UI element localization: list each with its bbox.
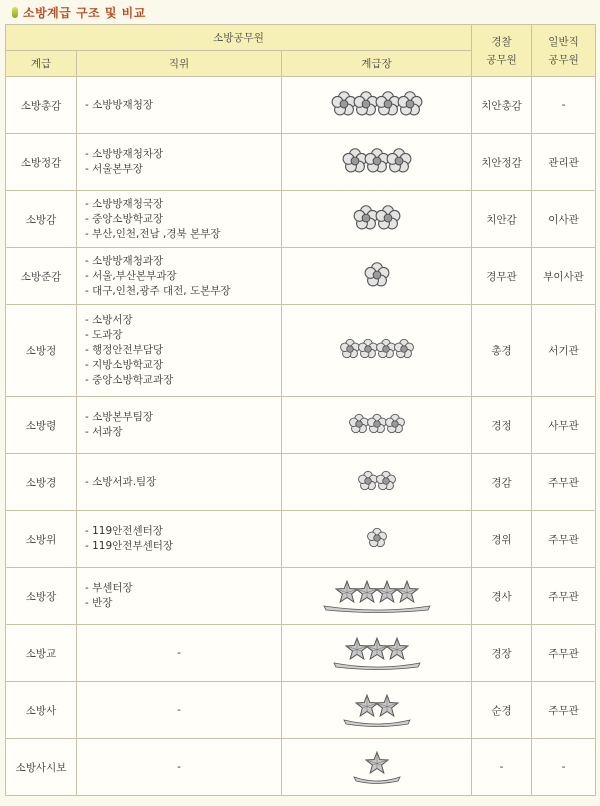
duty-cell [77, 77, 282, 134]
insignia-flower-1 [368, 527, 386, 552]
civil-rank-cell: 사무관 [532, 397, 596, 454]
header-fire-officials: 소방공무원 [6, 25, 472, 51]
duty-cell [77, 682, 282, 739]
header-rank: 계급 [6, 51, 77, 77]
flower-icon [397, 91, 423, 117]
duty-line: - 반장 [85, 597, 113, 609]
bullet-icon [12, 7, 18, 18]
insignia-cell [282, 191, 472, 248]
insignia-cell [282, 625, 472, 682]
police-rank-cell: 경감 [472, 454, 532, 511]
rank-cell: 소방감 [6, 191, 77, 248]
star-icon [375, 694, 399, 718]
duty-cell [77, 511, 282, 568]
police-rank-cell: 경장 [472, 625, 532, 682]
star-icon [365, 751, 389, 775]
insignia-blossom-1 [366, 262, 388, 291]
duty-line: - 서과장 [85, 426, 123, 438]
insignia-blossom-4 [333, 91, 421, 120]
insignia-cell [282, 454, 472, 511]
civil-rank-cell: 서기관 [532, 305, 596, 397]
duty-line: - 행정안전부담당 [85, 344, 164, 356]
rank-cell: 소방교 [6, 625, 77, 682]
table-row [6, 568, 596, 625]
rank-cell: 소방위 [6, 511, 77, 568]
header-duty: 직위 [77, 51, 282, 77]
insignia-star-4 [322, 580, 432, 613]
duty-cell [77, 248, 282, 305]
flower-icon [393, 338, 415, 360]
header-civil: 일반직 공무원 [532, 25, 596, 77]
table-row [6, 682, 596, 739]
duty-cell [77, 568, 282, 625]
duty-line: - 소방방재청국장 [85, 197, 164, 210]
insignia-blossom-2 [355, 205, 399, 234]
duty-line: - 부센터장 [85, 582, 133, 594]
duty-line: - [177, 704, 181, 716]
insignia-cell [282, 134, 472, 191]
table-row [6, 397, 596, 454]
flower-icon [386, 148, 412, 174]
table-row [6, 454, 596, 511]
table-row [6, 134, 596, 191]
duty-line: - 소방방재청차장 [85, 148, 164, 160]
rank-cell: 소방경 [6, 454, 77, 511]
police-rank-cell: - [472, 739, 532, 796]
police-rank-cell: 치안감 [472, 191, 532, 248]
insignia-flower-3 [350, 413, 404, 438]
star-icon [395, 580, 419, 604]
duty-cell [77, 397, 282, 454]
duty-line: - 도과장 [85, 329, 123, 341]
insignia-blossom-3 [344, 148, 410, 177]
laurel-ribbon-icon [352, 774, 402, 784]
duty-line: - 소방서과.팀장 [85, 475, 157, 488]
duty-line: - 서울본부장 [85, 163, 143, 175]
duty-cell [77, 454, 282, 511]
duty-line: - 부산,인천,전남 ,경북 본부장 [85, 227, 221, 240]
table-row [6, 625, 596, 682]
insignia-star-1 [352, 751, 402, 784]
civil-rank-cell: 주무관 [532, 682, 596, 739]
civil-rank-cell: 주무관 [532, 454, 596, 511]
flower-icon [375, 470, 397, 492]
table-row [6, 739, 596, 796]
police-rank-cell: 경정 [472, 397, 532, 454]
page-title: 소방계급 구조 및 비교 [23, 5, 146, 20]
insignia-cell [282, 568, 472, 625]
civil-rank-cell: 주무관 [532, 625, 596, 682]
laurel-ribbon-icon [322, 603, 432, 613]
rank-cell: 소방령 [6, 397, 77, 454]
duty-line: - 서울,부산본부과장 [85, 269, 177, 282]
insignia-cell [282, 248, 472, 305]
police-rank-cell: 경무관 [472, 248, 532, 305]
duty-line: - 119안전부센터장 [85, 540, 174, 552]
flower-icon [364, 262, 390, 288]
insignia-flower-4 [341, 338, 413, 363]
duty-cell [77, 739, 282, 796]
rank-cell: 소방정감 [6, 134, 77, 191]
civil-rank-cell: 관리관 [532, 134, 596, 191]
flower-icon [375, 205, 401, 231]
civil-rank-cell: 부이사관 [532, 248, 596, 305]
civil-rank-cell: 주무관 [532, 568, 596, 625]
civil-rank-cell: - [532, 739, 596, 796]
police-rank-cell: 경위 [472, 511, 532, 568]
header-police: 경찰 공무원 [472, 25, 532, 77]
rank-cell: 소방정 [6, 305, 77, 397]
duty-line: - 지방소방학교장 [85, 359, 164, 371]
table-row [6, 305, 596, 397]
insignia-star-2 [342, 694, 412, 727]
insignia-flower-2 [359, 470, 395, 495]
police-rank-cell: 경사 [472, 568, 532, 625]
duty-line: - 소방방재청장 [85, 98, 153, 111]
civil-rank-cell: 주무관 [532, 511, 596, 568]
laurel-ribbon-icon [342, 717, 412, 727]
table-row [6, 511, 596, 568]
rank-cell: 소방총감 [6, 77, 77, 134]
header-insignia: 계급장 [282, 51, 472, 77]
table-row [6, 77, 596, 134]
rank-cell: 소방사 [6, 682, 77, 739]
insignia-cell [282, 511, 472, 568]
table-row [6, 191, 596, 248]
duty-line: - 119안전센터장 [85, 525, 163, 537]
rank-cell: 소방준감 [6, 248, 77, 305]
flower-icon [366, 527, 388, 549]
duty-cell [77, 625, 282, 682]
duty-line: - 소방본부팀장 [85, 411, 153, 423]
duty-line: - [177, 647, 181, 659]
duty-line: - 중앙소방학교과장 [85, 374, 174, 386]
police-rank-cell: 순경 [472, 682, 532, 739]
duty-cell [77, 305, 282, 397]
duty-line: - 소방방재청과장 [85, 254, 164, 267]
insignia-cell [282, 682, 472, 739]
flower-icon [384, 413, 406, 435]
star-icon [385, 637, 409, 661]
police-rank-cell: 총경 [472, 305, 532, 397]
insignia-star-3 [332, 637, 422, 670]
laurel-ribbon-icon [332, 660, 422, 670]
civil-rank-cell: - [532, 77, 596, 134]
police-rank-cell: 치안총감 [472, 77, 532, 134]
insignia-cell [282, 305, 472, 397]
section-title [0, 0, 600, 24]
duty-line: - 중앙소방학교장 [85, 212, 164, 225]
table-row [6, 248, 596, 305]
duty-line: - [177, 761, 181, 773]
police-rank-cell: 치안정감 [472, 134, 532, 191]
duty-line: - 소방서장 [85, 314, 133, 326]
insignia-cell [282, 397, 472, 454]
civil-rank-cell: 이사관 [532, 191, 596, 248]
rank-cell: 소방사시보 [6, 739, 77, 796]
duty-line: - 대구,인천,광주 대전, 도본부장 [85, 284, 231, 297]
rank-comparison-table [5, 24, 596, 796]
insignia-cell [282, 77, 472, 134]
insignia-cell [282, 739, 472, 796]
rank-cell: 소방장 [6, 568, 77, 625]
duty-cell [77, 134, 282, 191]
duty-cell [77, 191, 282, 248]
